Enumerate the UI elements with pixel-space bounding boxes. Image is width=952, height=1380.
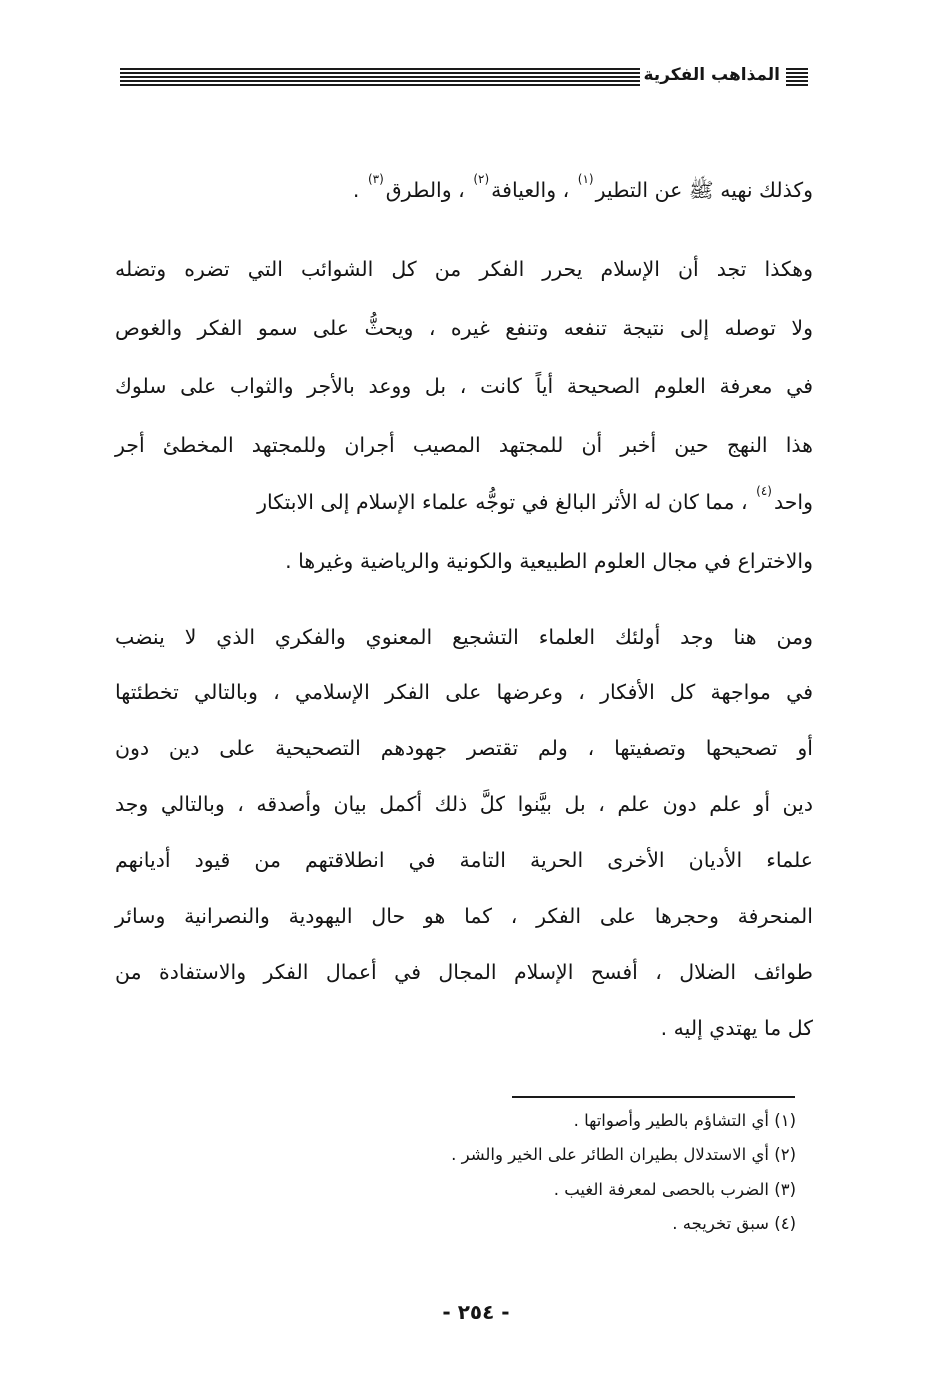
footnote-3: (٣) الضرب بالحصى لمعرفة الغيب .	[553, 1180, 796, 1199]
footnote-ref-3: (٣)	[367, 172, 384, 186]
footnote-1: (١) أي التشاؤم بالطير وأصواتها .	[573, 1111, 796, 1130]
p1-line-5	[115, 484, 813, 514]
p2-line-6: المنحرفة وحجرها على الفكر ، كما هو حال اليهودية والنصرانية وسائر	[115, 904, 813, 928]
p1-line-4: هذا النهج حين أخبر أن للمجتهد المصيب أجران وللمجتهد المخطئ أجر	[115, 433, 813, 457]
header-title: المذاهب الفكرية	[643, 65, 780, 85]
header-rule-right	[786, 68, 808, 90]
p1-line-3: في معرفة العلوم الصحيحة أياً كانت ، بل ووعد بالأجر والثواب على سلوك	[115, 374, 813, 398]
p1-line-2: ولا توصله إلى نتيجة تنفعه وتنفع غيره ، ويحثُّ على سمو الفكر والغوص	[115, 316, 813, 340]
p2-line-3: أو تصحيحها وتصفيتها ، ولم تقتصر جهودهم التصحيحية على دين دون	[115, 736, 813, 760]
p2-line-4: دين أو علم دون علم ، بل بيَّنوا كلَّ ذلك أكمل بيان وأصدقه ، وبالتالي وجد	[115, 792, 813, 816]
footnote-ref-2: (٢)	[473, 172, 490, 186]
running-header	[120, 64, 808, 94]
p2-line-1: ومن هنا وجد أولئك العلماء التشجيع المعنوي والفكري الذي لا ينضب	[115, 625, 813, 649]
p2-line-2: في مواجهة كل الأفكار ، وعرضها على الفكر الإسلامي ، وبالتالي تخطئتها	[115, 680, 813, 704]
footnote-2: (٢) أي الاستدلال بطيران الطائر على الخير والشر .	[451, 1145, 796, 1164]
p1-line-5-end: ، مما كان له الأثر البالغ في توجُّه علماء الإسلام إلى الابتكار	[257, 490, 748, 514]
p1-line-5-start: واحد	[773, 490, 813, 514]
intro-text-1: وكذلك نهيه ﷺ عن التطير	[595, 178, 813, 202]
page-number: - ٢٥٤ -	[442, 1300, 510, 1324]
footnote-ref-4: (٤)	[756, 484, 772, 498]
p1-line-6: والاختراع في مجال العلوم الطبيعية والكونية والرياضية وغيرها .	[285, 549, 813, 573]
footnote-4: (٤) سبق تخريجه .	[672, 1214, 796, 1233]
p2-line-5: علماء الأديان الأخرى الحرية التامة في انطلاقتهم من قيود أديانهم	[115, 848, 813, 872]
footnote-ref-1: (١)	[577, 172, 594, 186]
intro-text-3: ، والطرق	[385, 178, 465, 202]
footnote-separator	[512, 1096, 795, 1098]
header-rule-left	[120, 68, 640, 90]
p2-line-7: طوائف الضلال ، أفسح الإسلام المجال في أعمال الفكر والاستفادة من	[115, 960, 813, 984]
intro-line	[115, 172, 813, 202]
intro-text-4: .	[352, 178, 360, 202]
p2-line-8: كل ما يهتدي إليه .	[660, 1016, 813, 1040]
intro-text-2: ، والعيافة	[491, 178, 570, 202]
p1-line-1: وهكذا تجد أن الإسلام يحرر الفكر من كل الشوائب التي تضره وتضله	[115, 257, 813, 281]
